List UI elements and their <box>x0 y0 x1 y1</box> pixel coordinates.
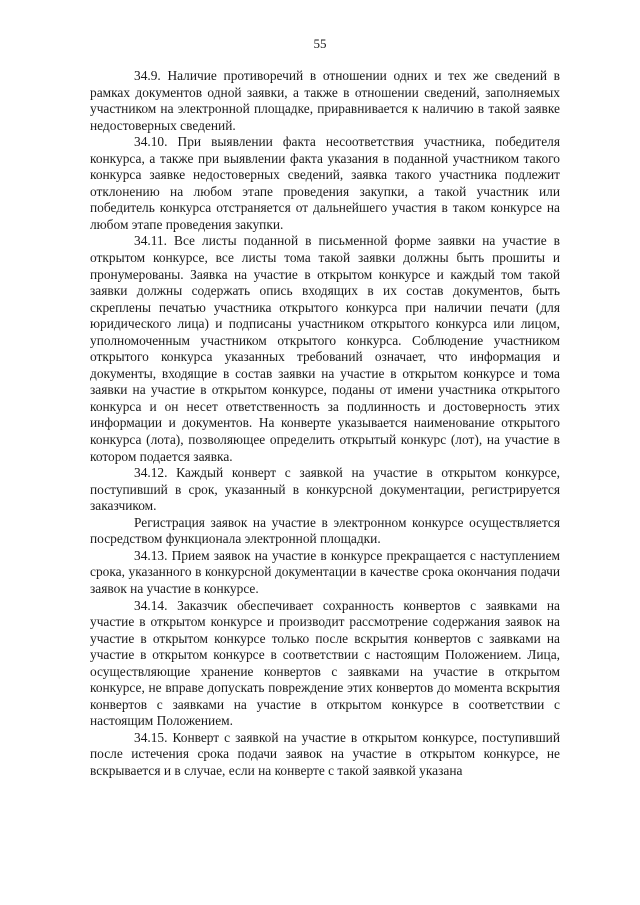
document-body <box>90 68 560 780</box>
paragraph-34-11: 34.11. Все листы поданной в письменной форме заявки на участие в открытом конкурсе, все листы тома такой заявки должны быть прошиты и пронумерованы. Заявка на участие в открытом конкурсе и каждый том такой заявки должны содержать опись входящих в их состав документов, быть скреплены печатью участника открытого конкурса при наличии печати (для юридического лица) и подписаны участником открытого конкурса или лицом, уполномоченным участником открытого конкурса. Соблюдение участником открытого конкурса указанных требований означает, что информация и документы, входящие в состав заявки на участие в открытом конкурсе и тома заявки на участие в открытом конкурсе, поданы от имени участника открытого конкурса и он несет ответственность за подлинность и достоверность этих информации и документов. На конверте указывается наименование открытого конкурса (лота), позволяющее определить открытый конкурс (лот), на участие в котором подается заявка. <box>90 233 560 464</box>
paragraph-34-10: 34.10. При выявлении факта несоответствия участника, победителя конкурса, а также при выявлении факта указания в поданной участником такого конкурса заявке недостоверных сведений, заявка такого участника подлежит отклонению на любом этапе проведения закупки, а такой участник или победитель конкурса отстраняется от дальнейшего участия в таком конкурсе на любом этапе проведения закупки. <box>90 134 560 232</box>
paragraph-34-13: 34.13. Прием заявок на участие в конкурсе прекращается с наступлением срока, указанного в конкурсной документации в качестве срока окончания подачи заявок на участие в конкурсе. <box>90 547 560 596</box>
paragraph-registration: Регистрация заявок на участие в электронном конкурсе осуществляется посредством функционала электронной площадки. <box>90 514 560 547</box>
page-number: 55 <box>313 36 327 51</box>
paragraph-34-9: 34.9. Наличие противоречий в отношении одних и тех же сведений в рамках документов одной заявки, а также в отношении сведений, заполняемых участником на электронной площадке, приравнивается к наличию в такой заявке недостоверных сведений. <box>90 68 560 133</box>
paragraph-34-12: 34.12. Каждый конверт с заявкой на участие в открытом конкурсе, поступивший в срок, указанный в конкурсной документации, регистрируется заказчиком. <box>90 465 560 514</box>
paragraph-34-15: 34.15. Конверт с заявкой на участие в открытом конкурсе, поступивший после истечения срока подачи заявок на участие в открытом конкурсе, не вскрывается и в случае, если на конверте с такой заявкой указана <box>90 729 560 778</box>
paragraph-34-14: 34.14. Заказчик обеспечивает сохранность конвертов с заявками на участие в открытом конкурсе и производит рассмотрение содержания заявок на участие в открытом конкурсе только после вскрытия конвертов с заявками на участие в открытом конкурсе в соответствии с настоящим Положением. Лица, осуществляющие хранение конвертов с заявками на участие в открытом конкурсе, не вправе допускать повреждение этих конвертов до момента вскрытия конвертов с заявками на участие в открытом конкурсе в соответствии с настоящим Положением. <box>90 597 560 729</box>
